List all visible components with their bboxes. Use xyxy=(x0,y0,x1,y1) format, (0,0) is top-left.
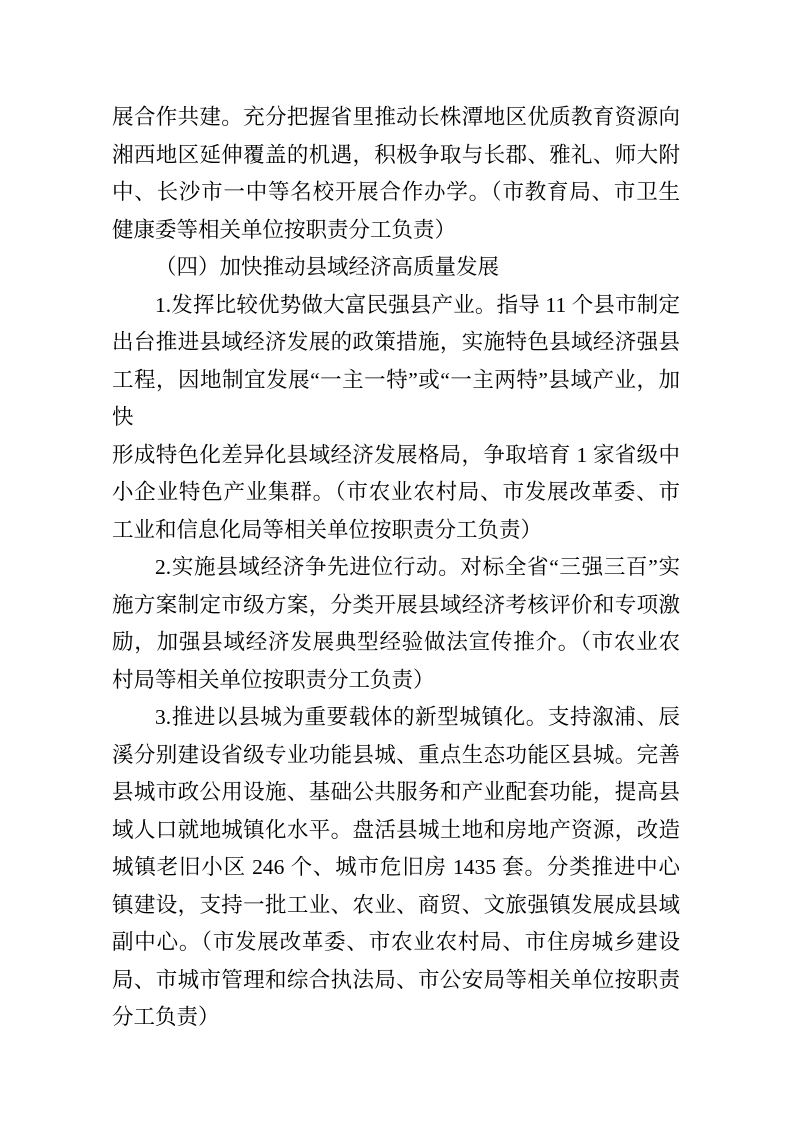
paragraph-line: 2.实施县域经济争先进位行动。对标全省“三强三百”实 xyxy=(155,555,680,579)
paragraph-line: 1.发挥比较优势做大富民强县产业。指导 11 个县市制定 xyxy=(155,292,680,317)
paragraph-line: 域人口就地城镇化水平。盘活县城土地和房地产资源，改造 xyxy=(112,817,680,842)
section-heading-4: （四）加快推动县域经济高质量发展 xyxy=(155,255,500,279)
paragraph-line: 健康委等相关单位按职责分工负责） xyxy=(112,217,457,242)
paragraph-line: 形成特色化差异化县域经济发展格局，争取培育 1 家省级中 xyxy=(112,442,680,467)
paragraph-line: 小企业特色产业集群。（市农业农村局、市发展改革委、市 xyxy=(112,480,680,504)
paragraph-line: 村局等相关单位按职责分工负责） xyxy=(112,667,435,692)
paragraph-line: 励，加强县域经济发展典型经验做法宣传推介。（市农业农 xyxy=(112,630,680,654)
paragraph-line: 镇建设，支持一批工业、农业、商贸、文旅强镇发展成县域 xyxy=(112,892,680,917)
paragraph-line: 中、长沙市一中等名校开展合作办学。（市教育局、市卫生 xyxy=(112,180,680,204)
paragraph-line: 局、市城市管理和综合执法局、市公安局等相关单位按职责 xyxy=(112,967,680,992)
paragraph-line: 工业和信息化局等相关单位按职责分工负责） xyxy=(112,517,543,542)
text-block xyxy=(112,99,680,1037)
paragraph-line: 溪分别建设省级专业功能县城、重点生态功能区县城。完善 xyxy=(112,742,680,767)
paragraph-line: 出台推进县域经济发展的政策措施，实施特色县域经济强县 xyxy=(112,330,680,354)
paragraph-line: 副中心。（市发展改革委、市农业农村局、市住房城乡建设 xyxy=(112,930,680,954)
paragraph-line: 3.推进以县城为重要载体的新型城镇化。支持溆浦、辰 xyxy=(155,705,680,729)
paragraph-line: 县城市政公用设施、基础公共服务和产业配套功能，提高县 xyxy=(112,780,680,804)
paragraph-line: 分工负责） xyxy=(112,1005,220,1029)
paragraph-line: 湘西地区延伸覆盖的机遇，积极争取与长郡、雅礼、师大附 xyxy=(112,142,680,167)
paragraph-line: 城镇老旧小区 246 个、城市危旧房 1435 套。分类推进中心 xyxy=(112,855,680,879)
paragraph-line: 施方案制定市级方案，分类开展县域经济考核评价和专项激 xyxy=(112,592,680,617)
paragraph-line: 展合作共建。充分把握省里推动长株潭地区优质教育资源向 xyxy=(112,105,680,129)
paragraph-line: 工程，因地制宜发展“一主一特”或“一主两特”县域产业，加快 xyxy=(112,367,680,429)
